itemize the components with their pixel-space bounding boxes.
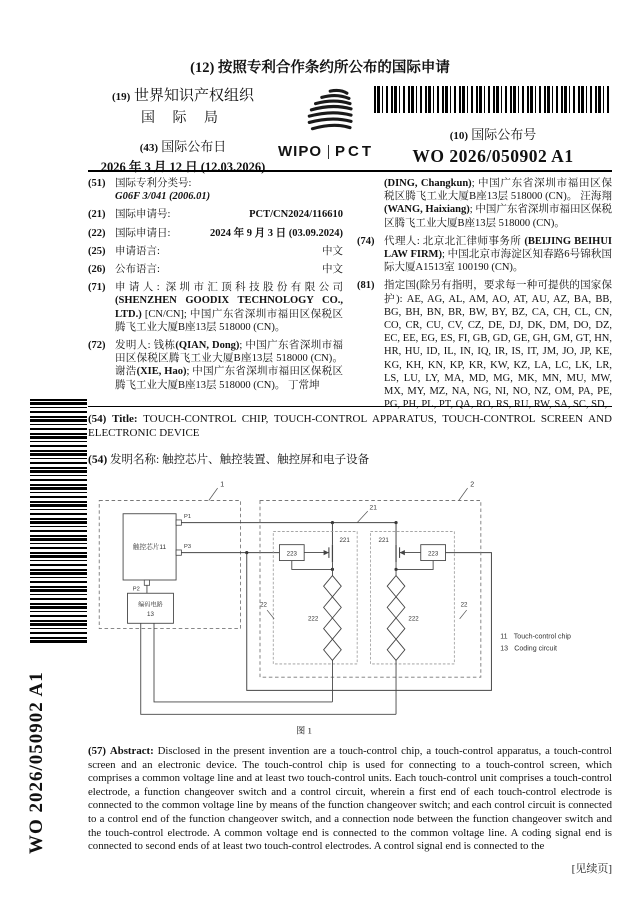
wipo-pct-wordmark [278, 143, 374, 160]
publication-kind-line: (12) 按照专利合作条约所公布的国际申请 [190, 60, 450, 76]
field-22: (22) 国际申请日: 2024 年 9 月 3 日 (03.09.2024) [88, 227, 343, 239]
biblio-left-column [88, 177, 343, 416]
screen-region-box [260, 501, 481, 678]
issuing-office-block [88, 84, 278, 175]
ref-223-label-1: 223 [286, 550, 297, 558]
pub-lang-label: 公布语言: [115, 264, 160, 276]
continuation-note: [见续页] [571, 863, 612, 875]
title-label-en: Title: [112, 413, 138, 425]
pub-date-value: 2026 年 3 月 12 日 (12.03.2026) [100, 160, 266, 174]
title-section [88, 413, 612, 467]
title-label-cn: 发明名称: [110, 453, 160, 466]
inventors-continued-text: (DING, Changkun); 中国广东省深圳市福田区保税区腾飞工业大厦B座13层 518000 (CN)。 汪海翔 (WANG, Haixiang); 中国广东省深圳市福田区保税区腾飞工业大厦B座13层 518000 (CN)。 [384, 178, 612, 229]
applicant-text: 申请人: 深圳市汇顶科技股份有限公司 (SHENZHEN GOODIX TECHNOLOGY CO., LTD.) [CN/CN]; 中国广东省深圳市福田区保税区腾飞工业大厦B座13层 518000 (CN)。 [115, 282, 343, 333]
field-72-continued [357, 177, 612, 230]
touch-electrode-1 [324, 576, 342, 661]
ipc-label: 国际专利分类号: [115, 178, 192, 189]
port-p2 [144, 580, 149, 585]
biblio-right-column [357, 177, 612, 416]
ipc-value: G06F 3/041 (2006.01) [115, 191, 211, 203]
sidebar-barcode [30, 399, 87, 643]
pub-date-label: 国际公布日 [161, 139, 227, 154]
ref-222-label-2: 222 [408, 615, 419, 623]
ref-223-label-2: 223 [427, 550, 439, 558]
field-74-agent: (74) 代理人: 北京北汇律师事务所 (BEIJING BEIHUI LAW FIRM); 中国北京市海淀区知春路6号锦秋国际大厦A1513室 100190 (CN)。 [357, 235, 612, 274]
designated-states-list: AE, AG, AL, AM, AO, AT, AU, AZ, BA, BB, BG, BH, BN, BR, BW, BY, BZ, CA, CH, CL, CN, CO, CR, CU, CV, CZ, DE, DJ, DK, DM, DO, DZ, EC, EE, EG, ES, FI, GB, GD, GE, GH, GM, GT, HN, HR, HU, ID, IL, IN, IQ, IR, IS, IT, JM, JO, JP, KE, KG, KH, KN, KP, KR, KW, KZ, LA, LC, LK, LR, LS, LU, LY, MA, MD, MG, MK, MN, MU, MW, MX, MY, MZ, NA, NG, NI, NO, NZ, OM, PA, PE, PG, PH, PL, PT, QA, RO, RS, RU, RW, SA, SC, SD, [384, 293, 613, 411]
field-57-num: (57) [88, 745, 106, 757]
header [88, 84, 612, 175]
filing-lang-value: 中文 [322, 245, 343, 257]
field-19-num: (19) [111, 91, 131, 103]
abstract-label: Abstract: [109, 745, 154, 757]
field-10-num: (10) [449, 130, 469, 142]
publication-number-block [374, 84, 612, 175]
ref-22-label-left: 22 [260, 601, 267, 609]
coding-loop-outer [141, 623, 396, 714]
field-25: (25) 申请语言: 中文 [88, 245, 343, 257]
field-71-applicant: (71) 申请人: 深圳市汇顶科技股份有限公司 (SHENZHEN GOODIX TECHNOLOGY CO., LTD.) [CN/CN]; 中国广东省深圳市福田区保税区腾飞工业大厦B座13层 518000 (CN)。 [88, 282, 343, 333]
port-p1 [176, 520, 181, 525]
ref-21-label: 21 [369, 504, 377, 512]
field-54-num: (54) [88, 413, 107, 425]
filing-lang-label: 申请语言: [115, 245, 160, 257]
field-21: (21) 国际申请号: PCT/CN2024/116610 [88, 209, 343, 221]
figure-1 [92, 474, 592, 744]
legend-item-13: 13 Coding circuit [500, 645, 557, 653]
app-no-label: 国际申请号: [115, 209, 171, 221]
org-name: 世界知识产权组织 [134, 88, 255, 104]
coding-circuit-label: 编码电路 [138, 601, 163, 609]
title-section-rule [88, 406, 612, 407]
filing-date-value: 2024 年 9 月 3 日 (03.09.2024) [210, 227, 343, 239]
coding-circuit-ref: 13 [147, 611, 154, 619]
field-81-designated-states: (81) 指定国(除另有指明，要求每一种可提供的国家保护): AE, AG, AL, AM, AO, AT, AU, AZ, BA, BB, BG, BH, BN, BR, BW, BY, BZ, CA, CH, CL, CN, CO, CR, CU, CV, CZ, DE, DJ, DK, DM, DO, DZ, EC, EE, EG, ES, FI, GB, GD, GE, GH, GM, GT, HN, HR, HU, ID, IL, IN, IQ, IR, IS, IT, JM, JO, JP, KE, KG, KH, KN, KP, KR, KW, KZ, LA, LC, LK, LR, LS, LU, LY, MA, MD, MG, MK, MN, MU, MW, MX, MY, MZ, NA, NG, NI, NO, NZ, OM, PA, PE, PG, PH, PL, PT, QA, RO, RS, RU, RW, SA, SC, SD, [357, 280, 613, 411]
filing-date-label: 国际申请日: [115, 227, 171, 239]
touch-chip-label: 触控芯片11 [132, 544, 167, 552]
ref-1-label: 1 [220, 481, 225, 489]
wordmark-divider [328, 145, 329, 159]
title-text-cn: 触控芯片、触控装置、触控屏和电子设备 [162, 453, 370, 466]
field-54-cn-num: (54) [88, 453, 108, 466]
field-51: (51) 国际专利分类号: G06F 3/041 (2006.01) [88, 177, 343, 203]
wipo-logo-block [278, 84, 374, 175]
port-p3 [176, 550, 181, 555]
wipo-globe-icon [294, 88, 358, 136]
wipo-text: WIPO [278, 143, 322, 160]
sidebar-publication-number: WO 2026/050902 A1 [26, 671, 47, 854]
bibliographic-data [88, 177, 612, 416]
pub-no-value: WO 2026/050902 A1 [412, 146, 574, 166]
app-no-value: PCT/CN2024/116610 [249, 209, 343, 221]
touch-electrode-2 [387, 576, 405, 661]
port-p1-label: P1 [184, 514, 192, 521]
pub-lang-value: 中文 [322, 264, 343, 276]
ref-221-label-1: 221 [339, 537, 350, 545]
field-43-num: (43) [139, 142, 159, 154]
legend-item-11: 11 Touch-control chip [500, 633, 571, 641]
port-p2-label: P2 [132, 586, 140, 593]
barcode [374, 86, 612, 113]
field-26: (26) 公布语言: 中文 [88, 264, 343, 276]
field-72-inventors: (72) 发明人: 钱栋(QIAN, Dong); 中国广东省深圳市福田区保税区腾飞工业大厦B座13层 518000 (CN)。 谢浩(XIE, Hao); 中国广东省深圳市福田区保税区腾飞工业大厦B座13层 518000 (CN)。 丁常坤 [88, 340, 343, 391]
agent-text: 代理人: 北京北汇律师事务所 (BEIJING BEIHUI LAW FIRM); 中国北京市海淀区知春路6号锦秋国际大厦A1513室 100190 (CN)。 [384, 235, 612, 274]
figure-1-diagram [92, 474, 587, 739]
pub-no-label: 国际公布号 [471, 127, 537, 142]
abstract-text: Disclosed in the present invention are a touch-control chip, a touch-control apparatus, a touch-control screen and an electronic device. The touch-control chip is used for connecting to a touch-control screen, which comprises a common voltage line and at least two touch-control units. Each touch-control unit comprises a touch-control electrode, a function changeover switch and a control circuit, wherein a first end of each touch-control electrode is connected to the common voltage line by means of the function changeover switch; and each control circuit is connected to a control end of the function changeover switch, and a connection node between the function changeover switch and the touch-control electrode. A common voltage end is connected to the common voltage line. A coding signal end is connected to second ends of at least two touch-control electrodes. A control signal end is connected to the [88, 745, 613, 853]
designated-states-label: 指定国(除另有指明，要求每一种可提供的国家保护): [384, 280, 612, 305]
inventors-text: 发明人: 钱栋(QIAN, Dong); 中国广东省深圳市福田区保税区腾飞工业大厦B座13层 518000 (CN)。 谢浩(XIE, Hao); 中国广东省深圳市福田区保税区腾飞工业大厦B座13层 518000 (CN)。 丁常坤 [115, 340, 343, 391]
org-bureau: 国 际 局 [141, 111, 225, 126]
ref-2-label: 2 [470, 481, 475, 489]
figure-caption: 图 1 [296, 725, 312, 736]
title-text-en: TOUCH-CONTROL CHIP, TOUCH-CONTROL APPARATUS, TOUCH-CONTROL SCREEN AND ELECTRONIC DEVICE [88, 413, 613, 439]
ref-222-label-1: 222 [307, 615, 319, 623]
ref-221-label-2: 221 [378, 537, 389, 545]
port-p3-label: P3 [184, 544, 192, 551]
ref-22-label-right: 22 [460, 601, 468, 609]
abstract-section [88, 745, 612, 854]
pct-text: PCT [335, 143, 374, 160]
header-rule [88, 170, 612, 172]
